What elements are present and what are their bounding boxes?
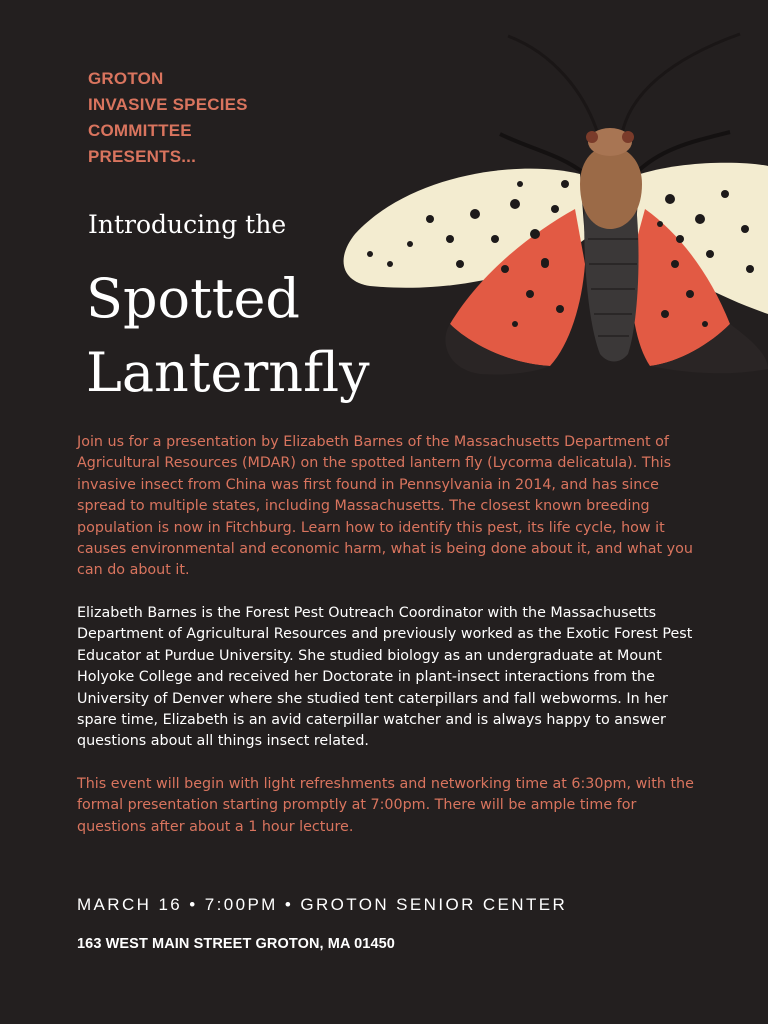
title-line: Lanternfly [86, 341, 370, 404]
presenter-line: PRESENTS... [88, 147, 197, 166]
presenter-line: INVASIVE SPECIES [88, 95, 248, 114]
spotted-lanternfly-icon [330, 24, 768, 384]
presenter-line: GROTON [88, 69, 164, 88]
presenter-block [88, 66, 248, 170]
schedule-note: This event will begin with light refreshments and networking time at 6:30pm, with the formal presentation starting promptly at 7:00pm. There will be ample time for questions after about a 1 hour lecture. [77, 776, 694, 835]
event-date-location: MARCH 16 • 7:00PM • GROTON SENIOR CENTER [77, 895, 568, 914]
page-title [86, 262, 370, 410]
event-description: Join us for a presentation by Elizabeth Barnes of the Massachusetts Department of Agricultural Resources (MDAR) on the spotted lantern fly (Lycorma delicatula). This invasive insect from China was first found in Pennsylvania in 2014, and has since spread to multiple states, including Massachusetts. The closest known breeding population is now in Fitchburg. Learn how to identify this pest, its life cycle, how it causes environmental and economic harm, what is being done about it, and what you can do about it. [77, 434, 693, 579]
title-line: Spotted [86, 267, 300, 330]
event-address: 163 WEST MAIN STREET GROTON, MA 01450 [77, 936, 395, 952]
intro-text: Introducing the [88, 210, 287, 239]
speaker-bio: Elizabeth Barnes is the Forest Pest Outreach Coordinator with the Massachusetts Department of Agricultural Resources and previously worked as the Exotic Forest Pest Educator at Purdue University. She studied biology as an undergraduate at Mount Holyoke College and received her Doctorate in plant-insect interactions from the University of Denver where she studied tent caterpillars and fall webworms. In her spare time, Elizabeth is an avid caterpillar watcher and is always happy to answer questions about all things insect related. [77, 605, 693, 750]
presenter-line: COMMITTEE [88, 121, 192, 140]
